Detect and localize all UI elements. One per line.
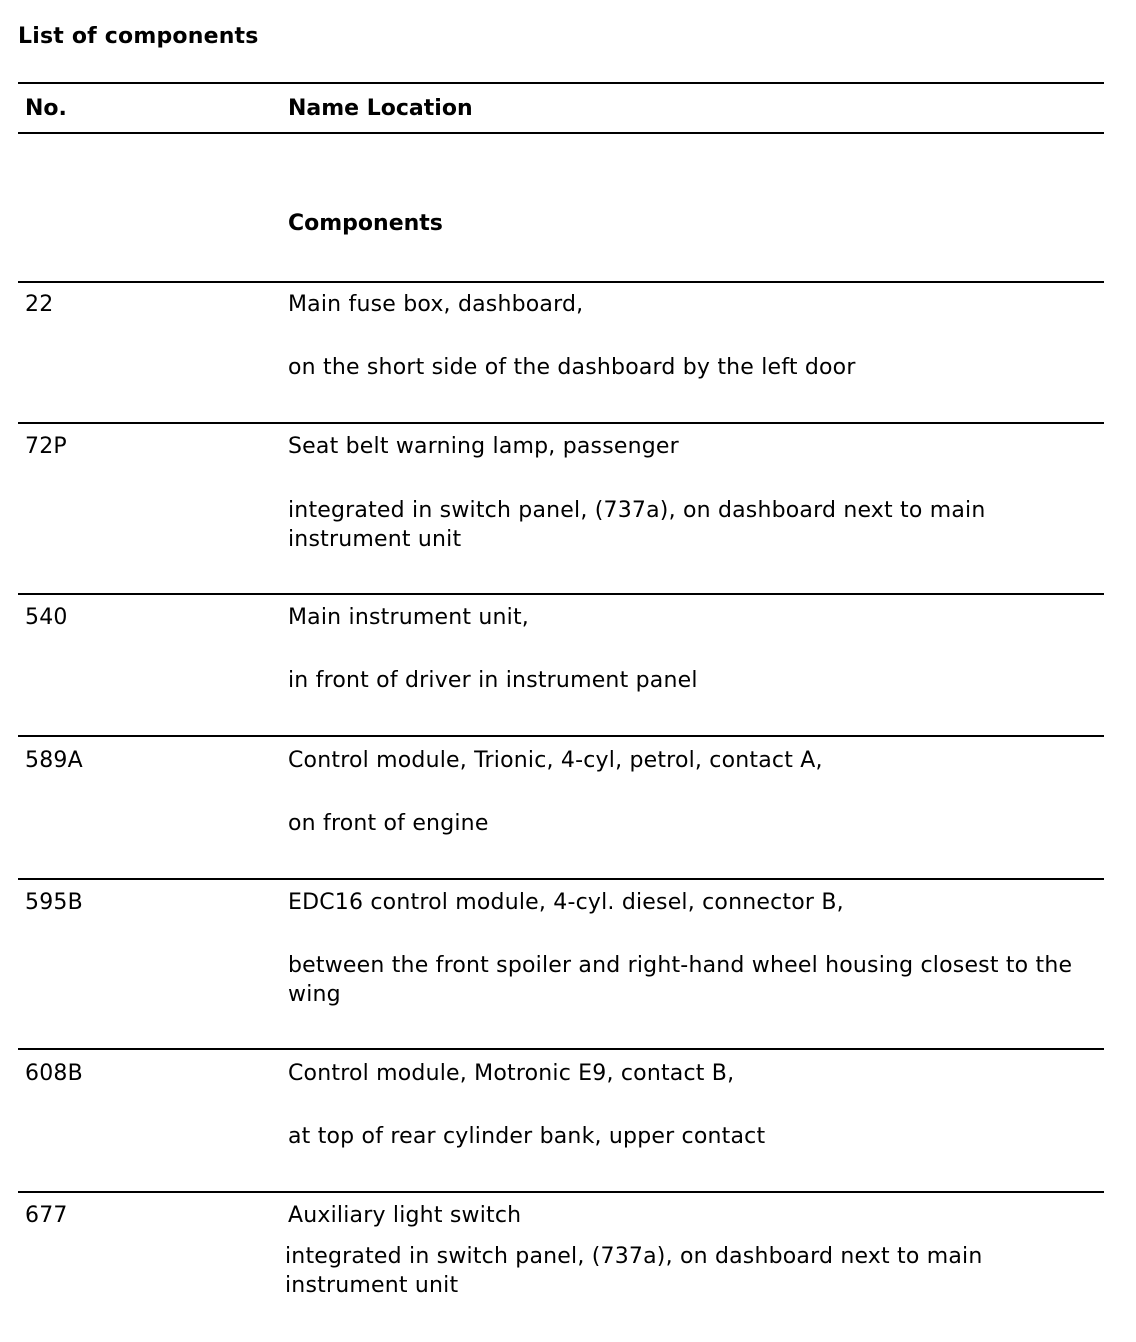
row-number: 595B (25, 890, 83, 915)
row-name: Main instrument unit, (288, 605, 529, 630)
row-location: in front of driver in instrument panel (288, 668, 698, 693)
row-name: Control module, Trionic, 4-cyl, petrol, contact A, (288, 748, 823, 773)
row-divider (18, 735, 1104, 737)
column-header-name-location: Name Location (288, 96, 473, 121)
page-title: List of components (18, 24, 259, 49)
row-name: Seat belt warning lamp, passenger (288, 434, 679, 459)
row-location: on front of engine (288, 811, 489, 836)
row-number: 677 (25, 1203, 68, 1228)
section-label: Components (288, 211, 443, 236)
row-divider (18, 878, 1104, 880)
row-divider (18, 593, 1104, 595)
row-number: 608B (25, 1061, 83, 1086)
row-name: Control module, Motronic E9, contact B, (288, 1061, 735, 1086)
row-location: integrated in switch panel, (737a), on dashboard next to main instrument unit (288, 498, 986, 552)
row-name: Main fuse box, dashboard, (288, 292, 584, 317)
row-divider (18, 1048, 1104, 1050)
row-location: between the front spoiler and right-hand wheel housing closest to the wing (288, 953, 1073, 1007)
table-top-rule (18, 82, 1104, 84)
header-bottom-rule (18, 132, 1104, 134)
row-divider (18, 1191, 1104, 1193)
row-number: 540 (25, 605, 68, 630)
row-divider (18, 281, 1104, 283)
row-location: integrated in switch panel, (737a), on dashboard next to main instrument unit (285, 1244, 983, 1298)
row-name: EDC16 control module, 4-cyl. diesel, connector B, (288, 890, 844, 915)
column-header-no: No. (25, 96, 67, 121)
row-divider (18, 422, 1104, 424)
row-number: 589A (25, 748, 83, 773)
row-name: Auxiliary light switch (288, 1203, 522, 1228)
row-number: 22 (25, 292, 54, 317)
row-location: at top of rear cylinder bank, upper contact (288, 1124, 766, 1149)
row-number: 72P (25, 434, 67, 459)
row-location: on the short side of the dashboard by the left door (288, 355, 856, 380)
